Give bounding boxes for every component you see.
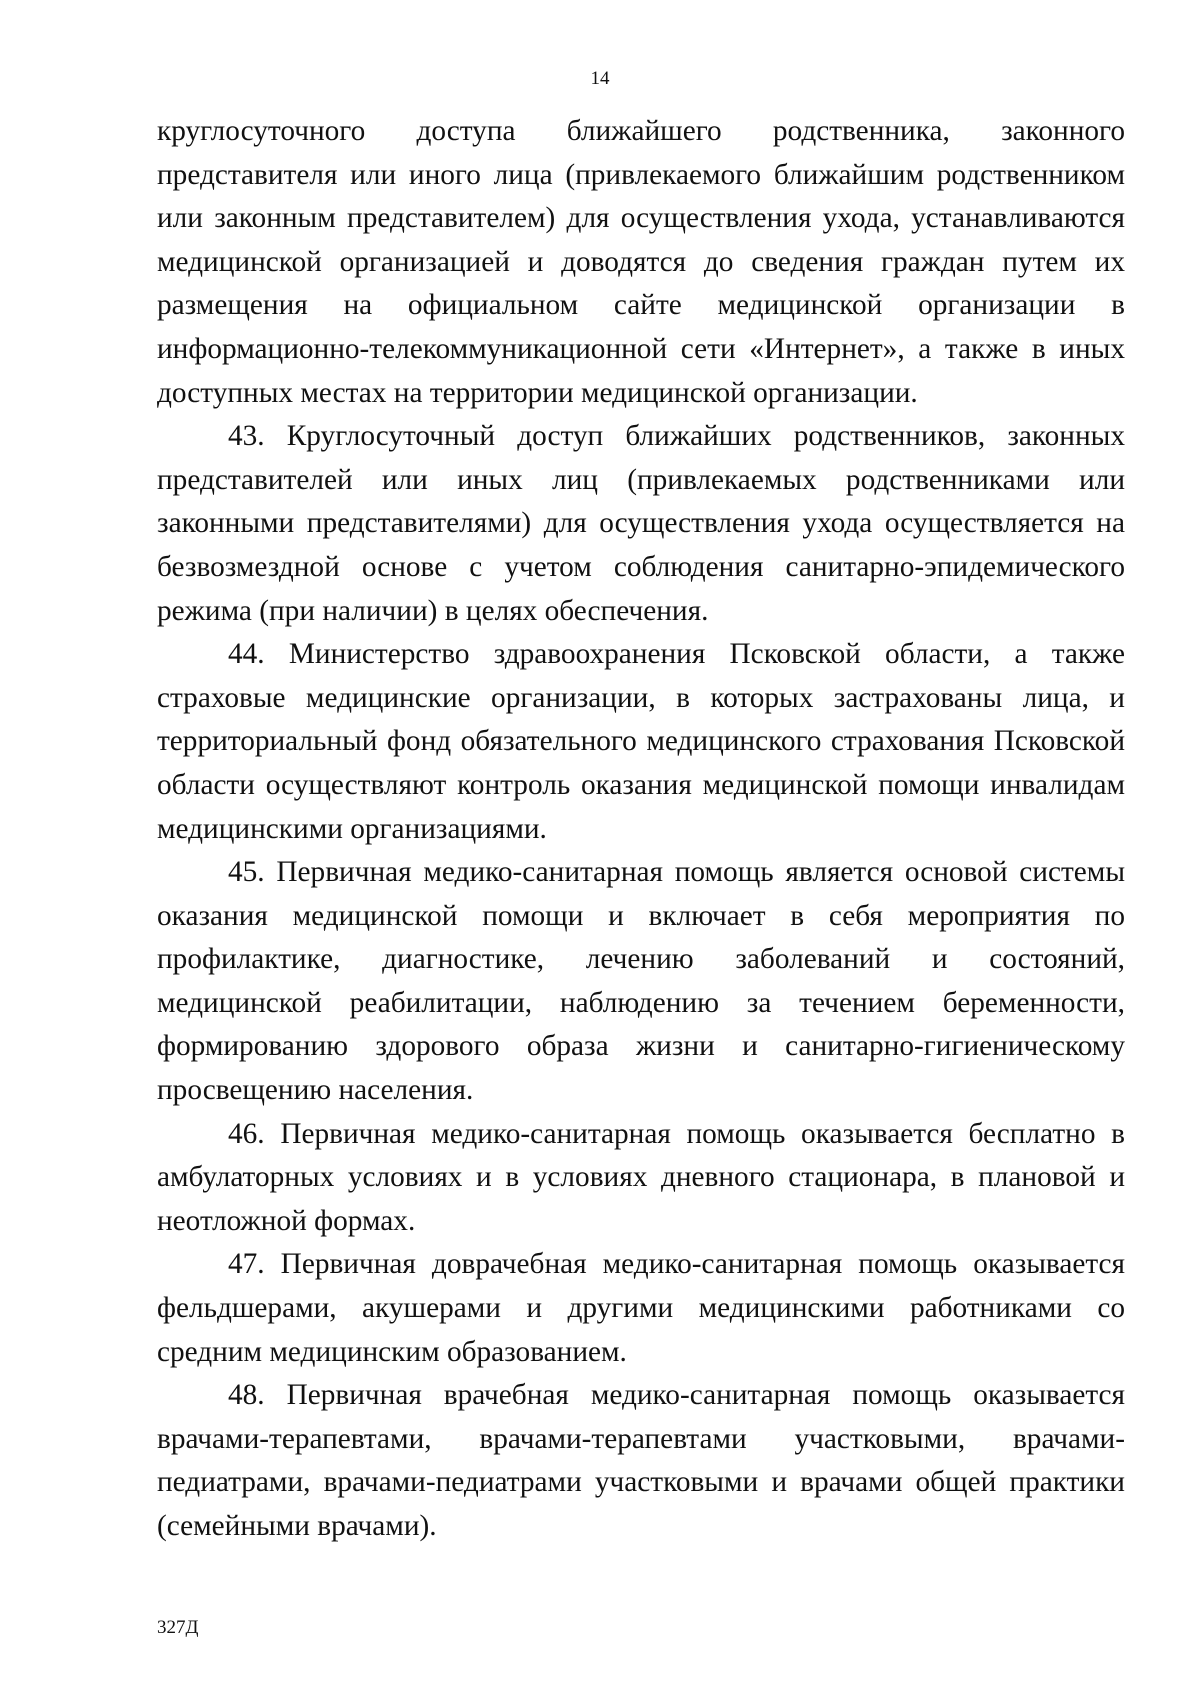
document-body xyxy=(157,110,1125,1549)
paragraph-47: 47. Первичная доврачебная медико-санитарная помощь оказывается фельдшерами, акушерами и другими медицинскими работниками со средним медицинским образованием. xyxy=(157,1248,1125,1368)
paragraph-continuation: круглосуточного доступа ближайшего родственника, законного представителя или иного лица (привлекаемого ближайшим родственником или законным представителем) для осуществления ухода, устанавливаются медицинской организацией и доводятся до сведения граждан путем их размещения на официальном сайте медицинской организации в информационно-телекоммуникационной сети «Интернет», а также в иных доступных местах на территории медицинской организации. xyxy=(157,115,1125,409)
paragraph-44: 44. Министерство здравоохранения Псковской области, а также страховые медицинские организации, в которых застрахованы лица, и территориальный фонд обязательного медицинского страхования Псковской области осуществляют контроль оказания медицинской помощи инвалидам медицинскими организациями. xyxy=(157,638,1125,845)
paragraph-43: 43. Круглосуточный доступ ближайших родственников, законных представителей или иных лиц (привлекаемых родственниками или законными представителями) для осуществления ухода осуществляется на безвозмездной основе с учетом соблюдения санитарно-эпидемического режима (при наличии) в целях обеспечения. xyxy=(157,420,1125,627)
document-code: 327Д xyxy=(157,1617,199,1638)
paragraph-45: 45. Первичная медико-санитарная помощь является основой системы оказания медицинской помощи и включает в себя мероприятия по профилактике, диагностике, лечению заболеваний и состояний, медицинской реабилитации, наблюдению за течением беременности, формированию здорового образа жизни и санитарно-гигиеническому просвещению населения. xyxy=(157,856,1125,1107)
paragraph-48: 48. Первичная врачебная медико-санитарная помощь оказывается врачами-терапевтами, врачами-терапевтами участковыми, врачами-педиатрами, врачами-педиатрами участковыми и врачами общей практики (семейными врачами). xyxy=(157,1379,1125,1542)
page-number: 14 xyxy=(590,68,610,89)
paragraph-46: 46. Первичная медико-санитарная помощь оказывается бесплатно в амбулаторных условиях и в условиях дневного стационара, в плановой и неотложной формах. xyxy=(157,1117,1125,1237)
